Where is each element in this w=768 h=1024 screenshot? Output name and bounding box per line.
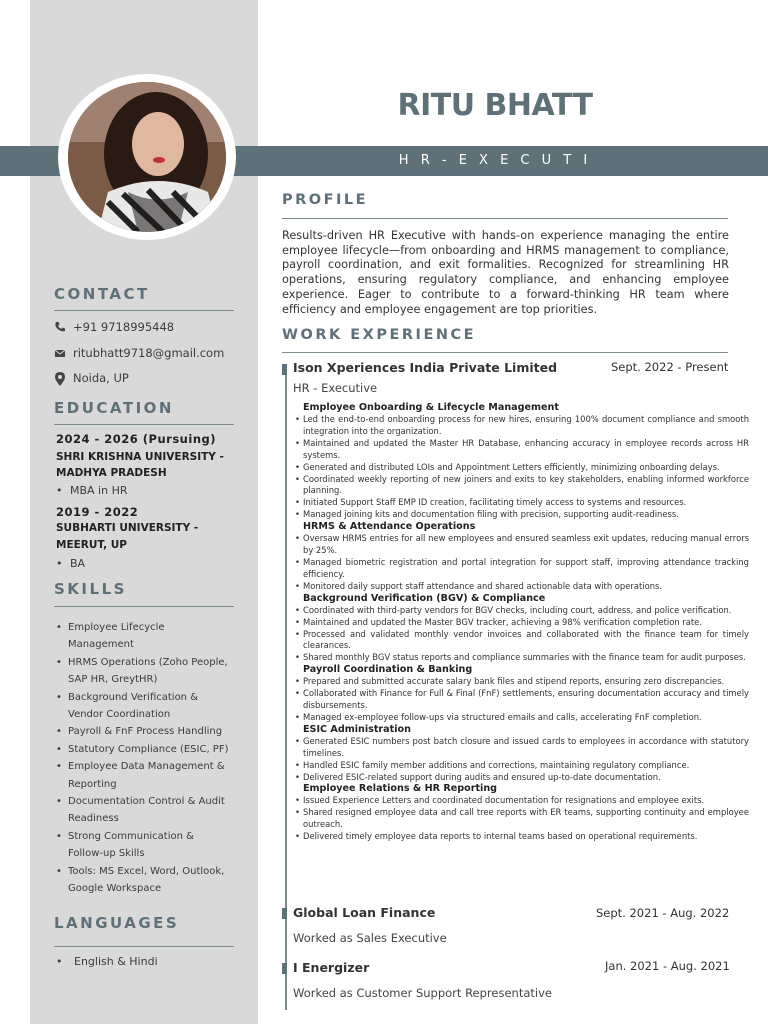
languages-list: [54, 953, 234, 970]
skill-item: • Statutory Compliance (ESIC, PF): [54, 741, 232, 758]
company-name: Global Loan Finance: [293, 905, 436, 920]
section-title: Background Verification (BGV) & Compliance: [303, 592, 546, 604]
education-years-2: 2019 - 2022: [56, 505, 139, 519]
education-school-1-line1: SHRI KRISHNA UNIVERSITY -: [56, 451, 224, 463]
duty-bullet: • Delivered timely employee data reports to internal teams based on operational requirements.: [303, 831, 749, 843]
education-school-2-line2: MEERUT, UP: [56, 539, 127, 551]
work-experience-heading: WORK EXPERIENCE: [282, 327, 477, 343]
job-role: Worked as Sales Executive: [293, 931, 447, 945]
education-degree-2: • BA: [54, 555, 234, 572]
skill-item: • Background Verification & Vendor Coordination: [54, 689, 232, 724]
language-item: • English & Hindi: [54, 953, 234, 970]
section-title: ESIC Administration: [303, 723, 411, 735]
contact-divider: [54, 310, 234, 311]
skills-divider: [54, 606, 234, 607]
location-text: Noida, UP: [73, 371, 129, 385]
company-name: Ison Xperiences India Private Limited: [293, 360, 558, 375]
duty-bullet: • Maintained and updated the Master BGV tracker, achieving a 98% verification completion rate.: [303, 617, 749, 629]
contact-location: [54, 371, 129, 385]
skill-item: • Strong Communication & Follow-up Skills: [54, 828, 232, 863]
email-icon: [54, 347, 66, 359]
duty-bullet: • Led the end-to-end onboarding process for new hires, ensuring 100% document compliance and smooth integration into the organization.: [303, 414, 749, 438]
timeline-marker: [282, 364, 287, 375]
duty-bullet: • Coordinated with third-party vendors for BGV checks, including court, address, and police verification.: [303, 605, 749, 617]
timeline-marker: [282, 908, 287, 919]
skill-item: • Documentation Control & Audit Readiness: [54, 793, 232, 828]
duty-bullet: • Oversaw HRMS entries for all new employees and ensured seamless exit updates, reducing manual errors by 25%.: [303, 533, 749, 557]
duty-bullet: • Processed and validated monthly vendor invoices and collaborated with the finance team for timely clearances.: [303, 629, 749, 653]
section-title: Employee Onboarding & Lifecycle Management: [303, 402, 559, 413]
duty-bullet: • Shared resigned employee data and call tree reports with ER teams, supporting continuity and employee outreach.: [303, 807, 749, 831]
skill-item: • Employee Lifecycle Management: [54, 619, 232, 654]
duty-bullet: • Maintained and updated the Master HR Database, enhancing accuracy in employee records across HR systems.: [303, 438, 749, 462]
skill-item: • Employee Data Management & Reporting: [54, 758, 232, 793]
duty-bullet: • Initiated Support Staff EMP ID creation, facilitating timely access to systems and resources.: [303, 497, 749, 509]
work-experience-divider: [282, 352, 728, 353]
skills-list: [54, 619, 232, 898]
job-role: Worked as Customer Support Representative: [293, 986, 552, 1000]
duty-bullet: • Shared monthly BGV status reports and compliance summaries with the finance team for audit purposes.: [303, 652, 749, 664]
duty-bullet: • Generated ESIC numbers post batch closure and issued cards to employees in accordance with statutory timelines.: [303, 736, 749, 760]
section-title: Employee Relations & HR Reporting: [303, 783, 498, 795]
duty-bullet: • Handled ESIC family member additions and corrections, maintaining regulatory compliance.: [303, 760, 749, 772]
skill-item: • Payroll & FnF Process Handling: [54, 723, 232, 740]
email-address[interactable]: ritubhatt9718@gmail.com: [73, 346, 225, 360]
timeline-marker: [282, 963, 287, 974]
contact-heading: CONTACT: [54, 285, 150, 303]
profile-heading: PROFILE: [282, 192, 369, 208]
education-school-2-line1: SUBHARTI UNIVERSITY -: [56, 522, 199, 534]
job-details: [303, 402, 749, 843]
profile-photo: [68, 82, 226, 232]
education-school-1-line2: MADHYA PRADESH: [56, 467, 167, 479]
languages-heading: LANGUAGES: [54, 914, 180, 932]
duty-bullet: • Delivered ESIC-related support during audits and ensured up-to-date documentation.: [303, 772, 749, 784]
education-degree-1: • MBA in HR: [54, 482, 234, 499]
job-dates: Sept. 2022 - Present: [611, 360, 729, 374]
section-title: HRMS & Attendance Operations: [303, 521, 476, 533]
duty-bullet: • Managed joining kits and documentation filing with precision, supporting audit-readiness.: [303, 509, 749, 521]
duty-bullet: • Prepared and submitted accurate salary bank files and stipend reports, ensuring zero discrepancies.: [303, 676, 749, 688]
duty-bullet: • Monitored daily support staff attendance and shared actionable data with operations.: [303, 581, 749, 593]
duty-bullet: • Generated and distributed LOIs and Appointment Letters efficiently, minimizing onboarding delays.: [303, 462, 749, 474]
candidate-name: RITU BHATT: [397, 88, 593, 123]
job-role: HR - Executive: [293, 381, 378, 395]
section-title: Payroll Coordination & Banking: [303, 664, 473, 676]
profile-divider: [282, 218, 728, 219]
contact-email: [54, 346, 224, 360]
profile-summary: Results-driven HR Executive with hands-on experience managing the entire employee lifecycle—from onboarding and HRMS management to compliance, payroll coordination, and exit formalities. Recognized for streamlining HR operations, ensuring regulatory compliance, and enhancing employee experience. Eager to contribute to a forward-thinking HR team where efficiency and employee engagement are top priorities.: [282, 229, 729, 316]
location-pin-icon: [54, 372, 66, 384]
skill-item: • Tools: MS Excel, Word, Outlook, Google Workspace: [54, 863, 232, 898]
education-divider: [54, 424, 234, 425]
education-heading: EDUCATION: [54, 399, 174, 417]
job-title: H R - E X E C U T I V E: [398, 153, 592, 198]
job-dates: Jan. 2021 - Aug. 2021: [605, 959, 730, 973]
education-degree-list-1: [54, 482, 234, 499]
company-name: I Energizer: [293, 960, 370, 975]
duty-bullet: • Collaborated with Finance for Full & Final (FnF) settlements, ensuring documentation accuracy and timely disbursements.: [303, 688, 749, 712]
duty-bullet: • Managed ex-employee follow-ups via structured emails and calls, accelerating FnF completion.: [303, 712, 749, 724]
education-degree-list-2: [54, 555, 234, 572]
duty-bullet: • Coordinated weekly reporting of new joiners and exits to key stakeholders, enabling informed workforce planning.: [303, 474, 749, 498]
skill-item: • HRMS Operations (Zoho People, SAP HR, GreytHR): [54, 654, 232, 689]
education-years-1: 2024 - 2026 (Pursuing): [56, 432, 216, 446]
phone-number[interactable]: +91 9718995448: [73, 320, 175, 334]
contact-phone: [54, 320, 174, 334]
duty-bullet: • Managed biometric registration and portal integration for support staff, improving attendance tracking efficiency.: [303, 557, 749, 581]
duty-bullet: • Issued Experience Letters and coordinated documentation for resignations and employee exits.: [303, 795, 749, 807]
skills-heading: SKILLS: [54, 580, 127, 598]
job-dates: Sept. 2021 - Aug. 2022: [596, 906, 730, 920]
phone-icon: [54, 321, 66, 333]
languages-divider: [54, 946, 234, 947]
